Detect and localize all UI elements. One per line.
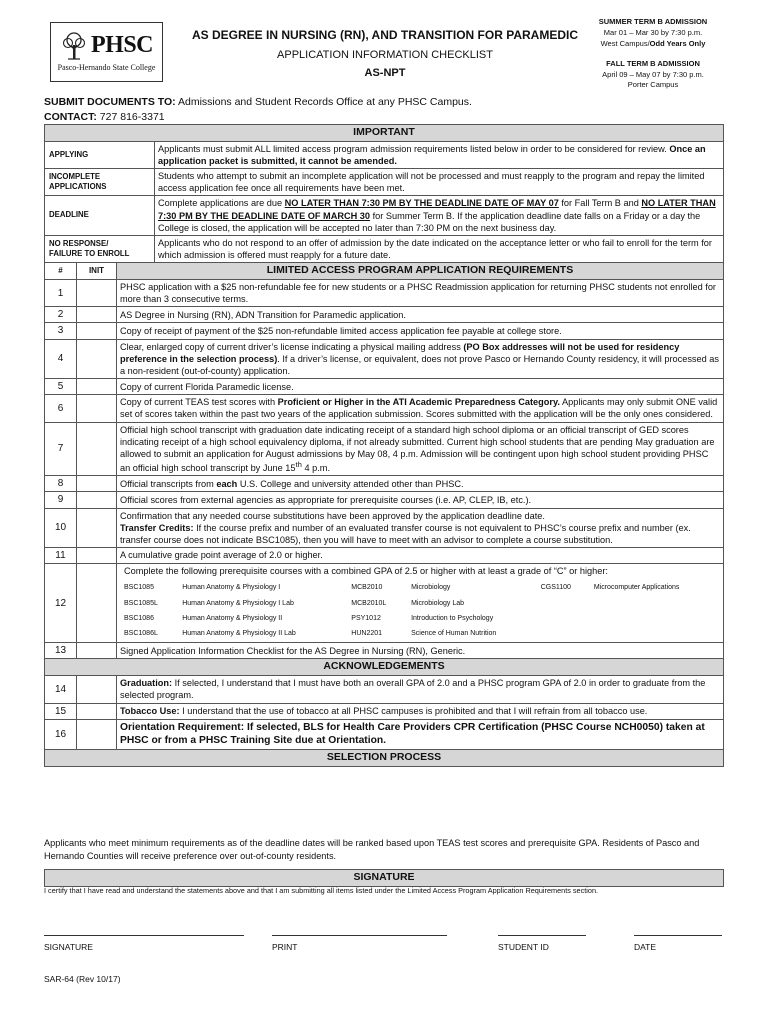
course-row [120,611,720,626]
requirement-text: Official high school transcript with graduation date indicating receipt of a standard high school diploma or an official transcript of GED scores indicating receipt of a high school equivalency diploma, if not already submitted. Current high school students that are pending May graduation are allowed to submit an application for August admissions by May 08, 4 p.m. Admission will be contingent upon high school student providing PHSC an official high school transcript by June 15th 4 p.m. [117,422,724,476]
requirement-number: 8 [45,476,77,492]
requirement-row [45,547,724,563]
date-line[interactable] [634,935,722,936]
course-title: Science of Human Nutrition [411,629,497,637]
requirement-text: A cumulative grade point average of 2.0 or higher. [117,547,724,563]
col-num-header: # [45,263,77,280]
acknowledgement-number: 16 [45,719,77,749]
signature-heading: SIGNATURE [44,869,724,887]
course-row [120,626,720,641]
course-row [120,596,720,611]
course-code: PSY1012 [351,614,381,622]
course-title: Introduction to Psychology [411,614,494,622]
requirement-row [45,564,724,643]
requirement-row [45,279,724,306]
requirement-row [45,379,724,395]
document-title-block [175,28,595,81]
init-field[interactable] [77,492,117,508]
requirement-row [45,643,724,659]
student-id-line[interactable] [498,935,586,936]
acknowledgement-number: 14 [45,676,77,703]
certify-text: I certify that I have read and understand the statements above and that I am submitting all items listed under the Limited Access Program Application Requirements section. [44,886,599,895]
selection-text: Applicants who meet minimum requirements as of the deadline dates will be ranked based upon TEAS test scores and prerequisite GPA. Residents of Pasco and Hernando Counties will receive preference over out-of-county residents. [44,838,700,862]
date-label: DATE [634,942,657,952]
acknowledgement-row [45,719,724,749]
summer-term-title: SUMMER TERM B ADMISSION [598,17,708,26]
course-title: Microbiology Lab [411,599,465,607]
requirement-row [45,339,724,378]
important-label: DEADLINE [45,196,155,235]
important-table [44,124,724,263]
requirement-number: 13 [45,643,77,659]
print-line[interactable] [272,935,447,936]
course-row [120,580,720,595]
course-code: BSC1086 [124,614,154,622]
requirement-row [45,395,724,422]
init-field[interactable] [77,422,117,476]
requirement-number: 4 [45,339,77,378]
requirement-number: 11 [45,547,77,563]
requirement-text: Copy of current Florida Paramedic license. [117,379,724,395]
init-field[interactable] [77,719,117,749]
signature-line[interactable] [44,935,244,936]
fall-term-title: FALL TERM B ADMISSION [606,58,700,68]
acknowledgement-text: Orientation Requirement: If selected, BLS for Health Care Providers CPR Certification (PHSC Course NCH0050) taken at PHSC or from a PHSC Training Site due at Orientation. [117,719,724,749]
init-field[interactable] [77,703,117,719]
important-row [45,235,724,262]
submit-to: SUBMIT DOCUMENTS TO: Admissions and Student Records Office at any PHSC Campus. [44,96,472,108]
important-label: NO RESPONSE/ FAILURE TO ENROLL [45,235,155,262]
requirement-row [45,422,724,476]
init-field[interactable] [77,643,117,659]
course-code: BSC1085 [124,584,154,592]
contact: CONTACT: 727 816-3371 [44,111,165,124]
requirement-number: 2 [45,307,77,323]
requirement-text: Official transcripts from each U.S. College and university attended other than PHSC. [117,476,724,492]
init-field[interactable] [77,323,117,339]
important-text: Applicants must submit ALL limited access program admission requirements listed below in order to be considered for review. Once an application packet is submitted, it cannot be amended. [155,141,724,168]
course-code: MCB2010 [351,584,383,592]
init-field[interactable] [77,508,117,547]
course-code: BSC1086L [124,629,158,637]
init-field[interactable] [77,564,117,643]
important-heading: IMPORTANT [45,125,724,142]
course-title: Human Anatomy & Physiology I Lab [182,599,294,607]
requirement-row [45,307,724,323]
requirement-text: Official scores from external agencies as appropriate for prerequisite courses (i.e. AP, CLEP, IB, etc.). [117,492,724,508]
requirement-row [45,492,724,508]
important-row [45,141,724,168]
init-field[interactable] [77,476,117,492]
important-label: APPLYING [45,141,155,168]
requirements-table [44,262,724,767]
important-text: Complete applications are due NO LATER THAN 7:30 PM BY THE DEADLINE DATE OF MAY 07 for Fall Term B and NO LATER THAN 7:30 PM BY THE DEADLINE DATE OF MARCH 30 for Summer Term B. If the application deadline date falls on a Friday or a day the College is closed, the application will be accepted no later than 7:30 PM on the next business day. [155,196,724,235]
phsc-logo [50,22,163,82]
submit-info [44,95,472,125]
important-text: Applicants who do not respond to an offer of admission by the date indicated on the acceptance letter or who fail to enroll for the term for which admission is offered must reapply for a future date. [155,235,724,262]
fall-term-dates: April 09 – May 07 by 7:30 p.m. [602,69,704,79]
course-title: Microcomputer Applications [593,584,680,592]
acknowledgement-row [45,676,724,703]
course-title: Microbiology [411,584,451,592]
requirement-text: AS Degree in Nursing (RN), ADN Transition for Paramedic application. [117,307,724,323]
signature-label: SIGNATURE [44,942,93,952]
document-subtitle: APPLICATION INFORMATION CHECKLIST [277,48,493,61]
tree-icon [60,31,88,61]
summer-term-campus: West Campus/Odd Years Only [600,38,706,48]
init-field[interactable] [77,676,117,703]
requirement-text: Copy of receipt of payment of the $25 non-refundable limited access application fee payable at college store. [117,323,724,339]
requirement-number: 9 [45,492,77,508]
checklist-frame [44,124,724,767]
requirement-number: 1 [45,279,77,306]
print-label: PRINT [272,942,298,952]
summer-term-dates: Mar 01 – Mar 30 by 7:30 p.m. [603,27,703,37]
init-field[interactable] [77,307,117,323]
form-revision: SAR-64 (Rev 10/17) [44,974,121,984]
init-field[interactable] [77,395,117,422]
fall-term-campus: Porter Campus [627,80,679,90]
requirement-text: Complete the following prerequisite courses with a combined GPA of 2.5 or higher with at least a grade of “C” or higher: BSC1085 Human Anatomy & Physiology I MCB2010 Microbiology CGS1100 Microcomputer Applications BSC1085L Human Anatomy & Physiology I Lab MCB2010L Microbiology Lab BSC1086 Human Anatomy & Physiology II PSY1012 Introduction to Psychology BSC1086L Human Anatomy & Physiology II Lab HUN2201 Science of Human Nutrition [117,564,724,643]
course-title: Human Anatomy & Physiology I [182,584,281,592]
course-code: HUN2201 [351,629,383,637]
requirement-text: PHSC application with a $25 non-refundable fee for new students or a PHSC Readmission application for returning PHSC students not enrolled for more than 3 consecutive terms. [117,279,724,306]
acknowledgement-number: 15 [45,703,77,719]
acknowledgement-row [45,703,724,719]
init-field[interactable] [77,547,117,563]
requirement-row [45,323,724,339]
requirement-number: 6 [45,395,77,422]
init-field[interactable] [77,379,117,395]
requirements-heading: LIMITED ACCESS PROGRAM APPLICATION REQUIREMENTS [117,263,724,280]
course-code: CGS1100 [540,584,571,592]
course-code: BSC1085L [124,599,158,607]
init-field[interactable] [77,339,117,378]
course-code: MCB2010L [351,599,387,607]
requirement-row [45,476,724,492]
requirement-number: 3 [45,323,77,339]
selection-heading: SELECTION PROCESS [45,749,724,766]
requirement-text: Copy of current TEAS test scores with Proficient or Higher in the ATI Academic Preparedness Category. Applicants may only submit ONE valid set of scores taken within the past two years of the application submission. Scores submitted with the application will be the only ones considered. [117,395,724,422]
col-init-header: INIT [77,263,117,280]
prerequisite-courses-table [120,580,720,641]
requirement-number: 5 [45,379,77,395]
document-code: AS-NPT [364,67,406,80]
document-title: AS DEGREE IN NURSING (RN), AND TRANSITION FOR PARAMEDIC [191,28,578,42]
requirement-number: 10 [45,508,77,547]
acknowledgement-text: Graduation: If selected, I understand that I must have both an overall GPA of 2.0 and a PHSC program GPA of 2.0 in order to graduate from the selected program. [117,676,724,703]
requirement-text: Clear, enlarged copy of current driver’s license indicating a physical mailing address (PO Box addresses will not be used for residency preference in the selection process). If a driver’s license, or equivalent, does not prove Pasco or Hernando County residency, it will processed as a non-resident (out-of-county) application. [117,339,724,378]
requirement-text: Confirmation that any needed course substitutions have been approved by the application deadline date. Transfer Credits: If the course prefix and number of an evaluated transfer course is not equivalent to PHSC’s course prefix and number (ex. transfer course does not indicate BSC1085), then you will have to meet with an advisor to complete a course substitution. [117,508,724,547]
logo-mark: PHSC [90,32,153,59]
important-row [45,196,724,235]
important-label: INCOMPLETE APPLICATIONS [45,169,155,196]
student-id-label: STUDENT ID [498,942,549,952]
acknowledgements-heading: ACKNOWLEDGEMENTS [45,659,724,676]
course-title: Human Anatomy & Physiology II [182,614,283,622]
requirement-number: 12 [45,564,77,643]
important-row [45,169,724,196]
requirement-text: Signed Application Information Checklist for the AS Degree in Nursing (RN), Generic. [117,643,724,659]
admission-terms [588,17,718,91]
acknowledgement-text: Tobacco Use: I understand that the use of tobacco at all PHSC campuses is prohibited and that I will refrain from all tobacco use. [117,703,724,719]
course-title: Human Anatomy & Physiology II Lab [182,629,296,637]
requirement-number: 7 [45,422,77,476]
init-field[interactable] [77,279,117,306]
important-text: Students who attempt to submit an incomplete application will not be processed and must reapply to the program and repay the limited access application fee once all requirements have been met. [155,169,724,196]
logo-subtitle: Pasco-Hernando State College [57,63,156,73]
requirement-row [45,508,724,547]
